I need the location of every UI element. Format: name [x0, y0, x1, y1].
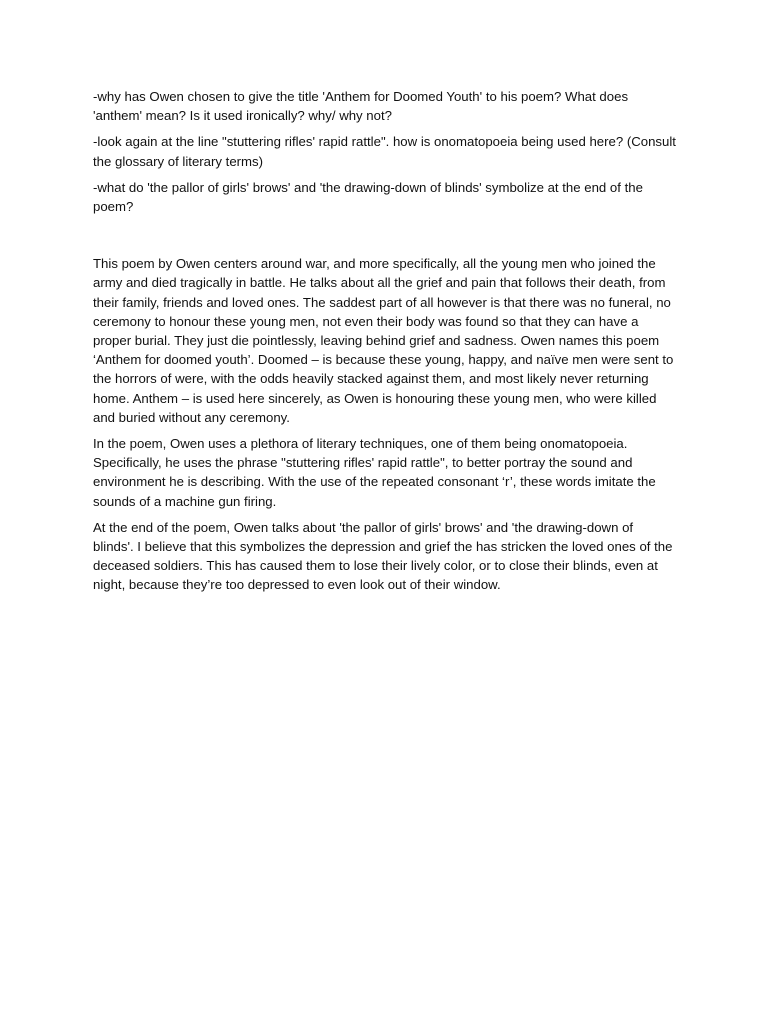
question-paragraph: -look again at the line "stuttering rifles' rapid rattle". how is onomatopoeia being used here? (Consult the glossary of literary terms)	[93, 134, 676, 169]
document-body	[93, 87, 677, 602]
answer-paragraph: In the poem, Owen uses a plethora of literary techniques, one of them being onomatopoeia. Specifically, he uses the phrase "stuttering rifles' rapid rattle", to better portray the sound and environment he is describing. With the use of the repeated consonant ‘r’, these words imitate the sounds of a machine gun firing.	[93, 436, 656, 509]
question-paragraph: -what do 'the pallor of girls' brows' and 'the drawing-down of blinds' symbolize at the end of the poem?	[93, 179, 643, 215]
answer-paragraph: This poem by Owen centers around war, and more specifically, all the young men who joined the army and died tragically in battle. He talks about all the grief and pain that follows their death, from their family, friends and loved ones. The saddest part of all however is that there was no funeral, no ceremony to honour these young men, not even their body was found so that they can have a proper burial. They just die pointlessly, leaving behind grief and sadness. Owen names this poem ‘Anthem for doomed youth’. Doomed – is because these young, happy, and naïve men were sent to the horrors of were, with the odds heavily stacked against them, and most likely never returning home. Anthem – is used here sincerely, as Owen is honouring these young men, who were killed and buried without any ceremony.	[93, 256, 674, 425]
questions-section	[93, 87, 677, 216]
answer-paragraph: At the end of the poem, Owen talks about 'the pallor of girls' brows' and 'the drawing-down of blinds'. I believe that this symbolizes the depression and grief the has stricken the loved ones of the deceased soldiers. This has caused them to lose their lively color, or to close their blinds, even at night, because they’re too depressed to even look out of their window.	[93, 519, 673, 593]
question-paragraph: -why has Owen chosen to give the title 'Anthem for Doomed Youth' to his poem? What does 'anthem' mean? Is it used ironically? why/ why not?	[93, 89, 629, 124]
answers-section	[93, 254, 677, 594]
